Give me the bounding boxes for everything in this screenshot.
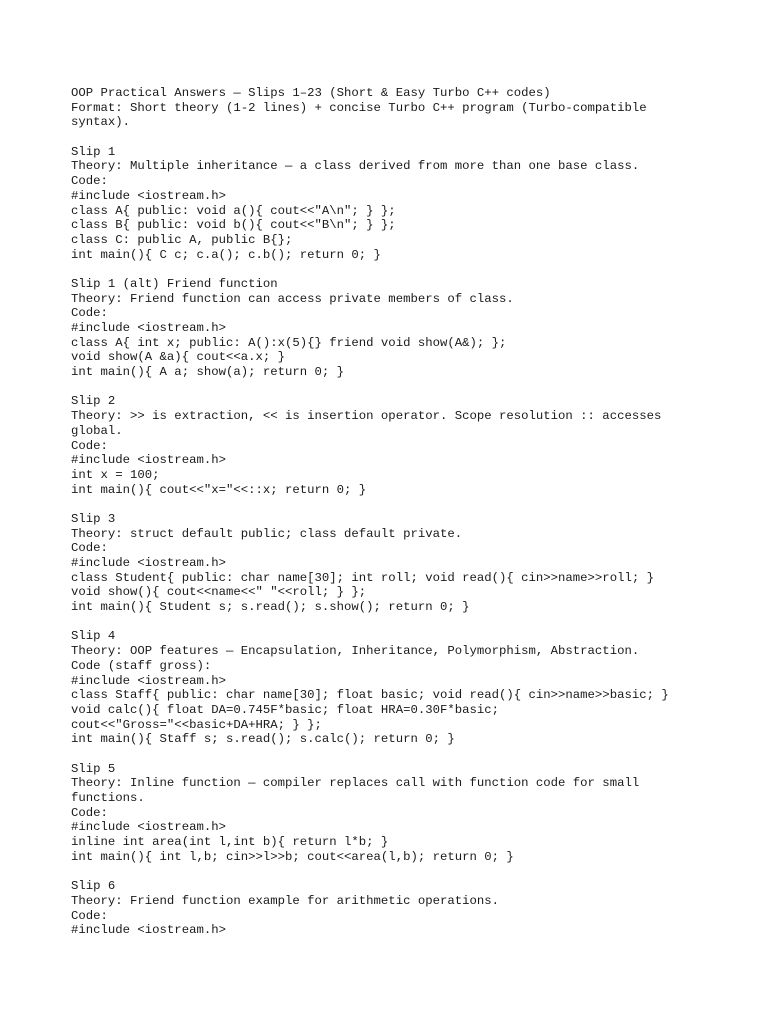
code-line: int main(){ C c; c.a(); c.b(); return 0; } [71, 247, 381, 262]
theory-line: Theory: Multiple inheritance — a class derived from more than one base class. [71, 159, 640, 174]
slip-section [71, 879, 728, 938]
theory-line: Theory: OOP features — Encapsulation, Inheritance, Polymorphism, Abstraction. [71, 644, 640, 659]
document-header [71, 86, 728, 130]
code-line: int main(){ Student s; s.read(); s.show(); return 0; } [71, 600, 470, 615]
code-line: class Student{ public: char name[30]; int roll; void read(){ cin>>name>>roll; } [71, 570, 654, 585]
document-title: OOP Practical Answers — Slips 1–23 (Short & Easy Turbo C++ codes) [71, 86, 551, 100]
code-label: Code: [71, 438, 108, 453]
code-line: #include <iostream.h> [71, 923, 226, 938]
code-line: #include <iostream.h> [71, 556, 226, 570]
code-line: class B{ public: void b(){ cout<<"B\n"; } }; [71, 218, 396, 233]
slip-heading: Slip 3 [71, 511, 116, 526]
code-line: #include <iostream.h> [71, 188, 226, 203]
code-line: #include <iostream.h> [71, 453, 226, 468]
theory-line: Theory: Friend function can access private members of class. [71, 291, 514, 306]
format-description: Format: Short theory (1-2 lines) + concise Turbo C++ program (Turbo-compatible [71, 100, 647, 115]
slip-heading: Slip 2 [71, 394, 116, 409]
slips-list [71, 130, 728, 938]
theory-line: Theory: >> is extraction, << is insertion operator. Scope resolution :: accesses [71, 409, 662, 424]
slip-section [71, 277, 728, 380]
code-line: int main(){ int l,b; cin>>l>>b; cout<<area(l,b); return 0; } [71, 849, 514, 864]
code-line: functions. [71, 791, 145, 805]
code-line: #include <iostream.h> [71, 673, 226, 688]
code-line: int main(){ cout<<"x="<<::x; return 0; } [71, 482, 367, 497]
code-label: Code: [71, 541, 108, 556]
code-line: void show(A &a){ cout<<a.x; } [71, 350, 286, 365]
section-spacer [71, 130, 728, 145]
code-label: Code: [71, 908, 108, 923]
section-spacer [71, 864, 728, 879]
slip-heading: Slip 4 [71, 629, 116, 644]
section-spacer [71, 615, 728, 630]
code-line: cout<<"Gross="<<basic+DA+HRA; } }; [71, 717, 322, 732]
slip-heading: Slip 5 [71, 761, 116, 776]
code-line: int x = 100; [71, 467, 160, 482]
section-spacer [71, 747, 728, 762]
code-line: int main(){ A a; show(a); return 0; } [71, 365, 345, 380]
code-line: #include <iostream.h> [71, 820, 226, 835]
code-line: class C: public A, public B{}; [71, 232, 293, 247]
code-line: class Staff{ public: char name[30]; float basic; void read(){ cin>>name>>basic; } [71, 688, 669, 703]
code-line: void show(){ cout<<name<<" "<<roll; } }; [71, 585, 367, 600]
code-line: #include <iostream.h> [71, 321, 226, 335]
section-spacer [71, 497, 728, 512]
section-spacer [71, 262, 728, 277]
slip-section [71, 394, 728, 497]
slip-heading: Slip 6 [71, 879, 116, 894]
slip-heading: Slip 1 [71, 144, 116, 159]
slip-section [71, 145, 728, 263]
code-line: inline int area(int l,int b){ return l*b; } [71, 835, 389, 850]
slip-section [71, 762, 728, 865]
code-line: global. [71, 423, 123, 438]
theory-line: Theory: Friend function example for arithmetic operations. [71, 893, 500, 908]
code-line: class A{ int x; public: A():x(5){} friend void show(A&); }; [71, 335, 507, 350]
code-label: Code: [71, 805, 108, 820]
theory-line: Theory: struct default public; class default private. [71, 526, 463, 541]
code-label: Code: [71, 174, 108, 189]
code-label: Code: [71, 306, 108, 321]
slip-heading: Slip 1 (alt) Friend function [71, 276, 278, 291]
theory-line: Theory: Inline function — compiler replaces call with function code for small [71, 776, 640, 791]
code-label: Code (staff gross): [71, 658, 212, 673]
slip-section [71, 512, 728, 615]
code-line: class A{ public: void a(){ cout<<"A\n"; } }; [71, 203, 396, 218]
code-line: void calc(){ float DA=0.745F*basic; float HRA=0.30F*basic; [71, 702, 500, 717]
slip-section [71, 629, 728, 747]
format-description-continued: syntax). [71, 115, 131, 130]
code-line: int main(){ Staff s; s.read(); s.calc(); return 0; } [71, 732, 455, 747]
section-spacer [71, 380, 728, 395]
